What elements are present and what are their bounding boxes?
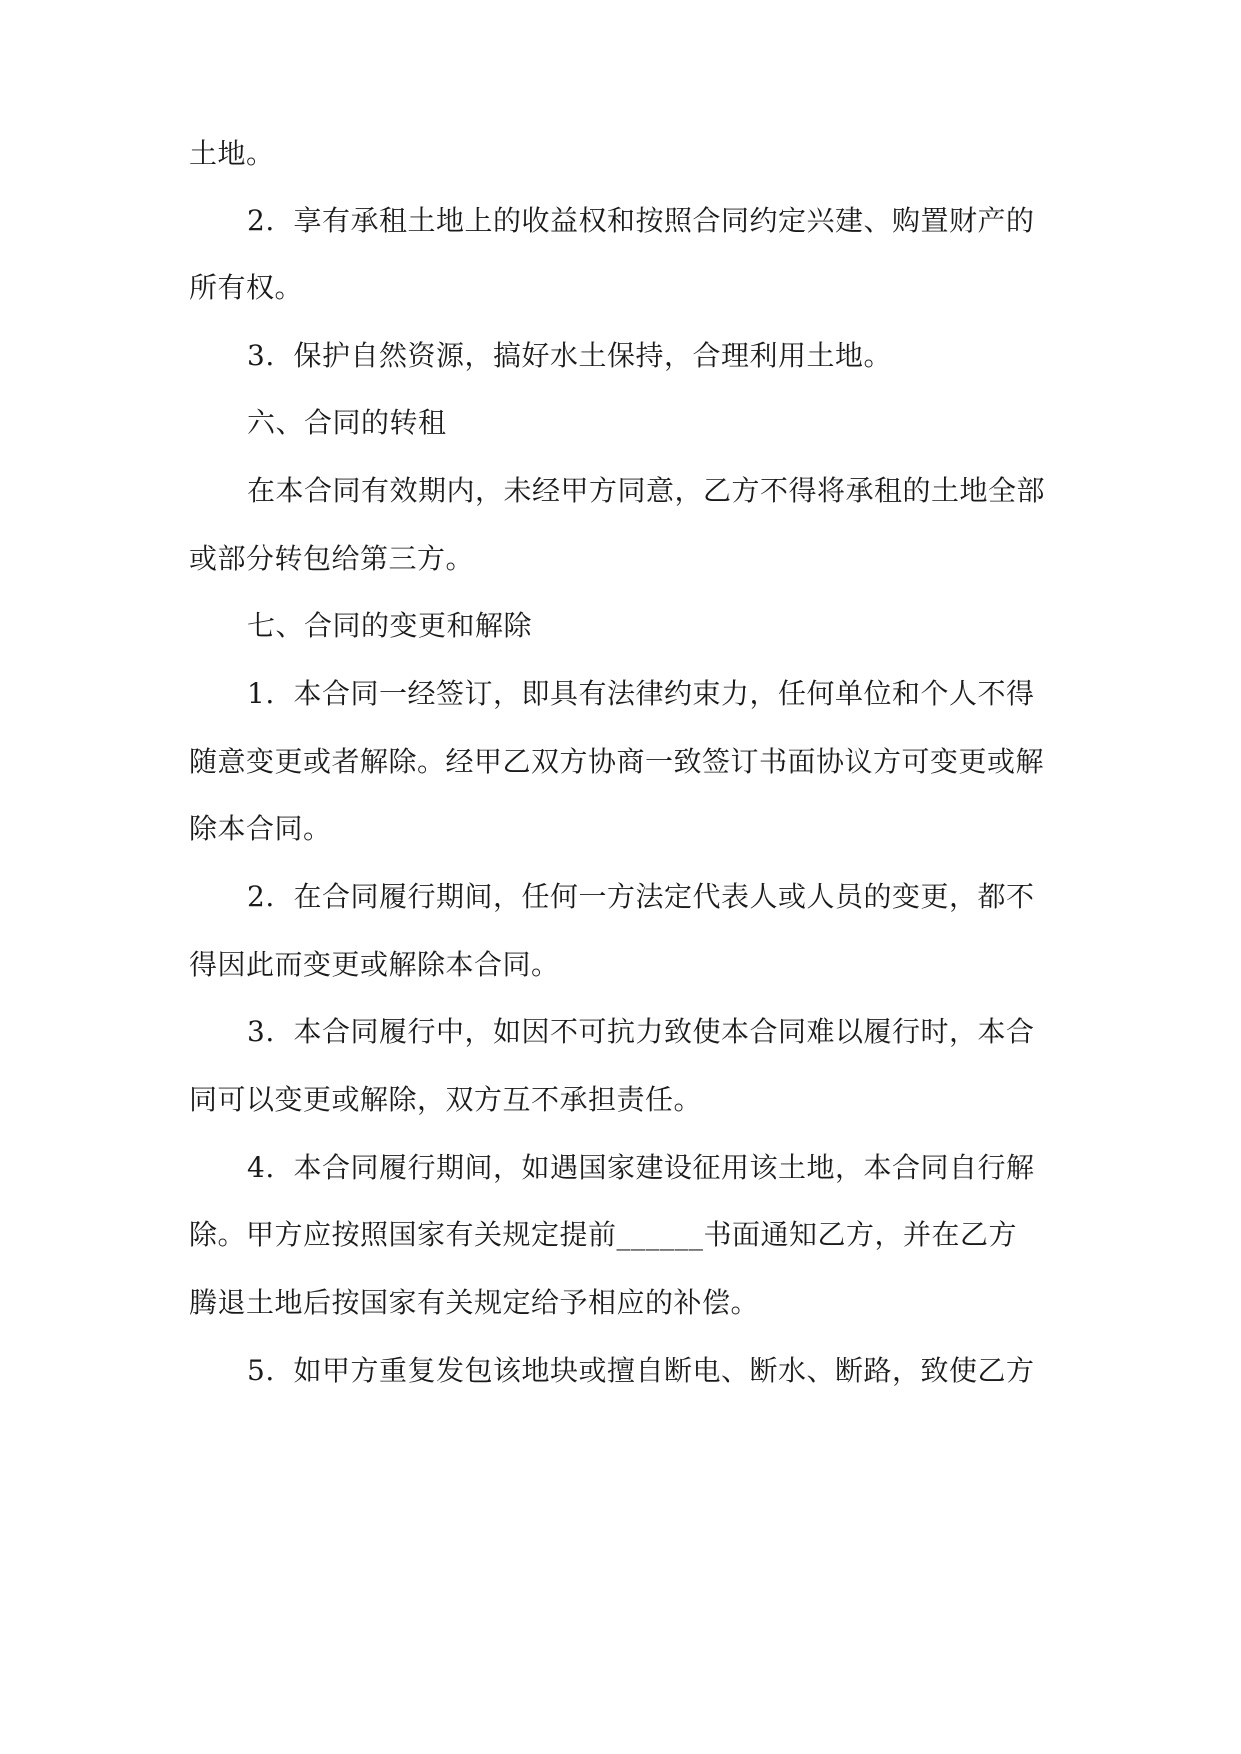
text-line: 土地。: [189, 137, 275, 170]
text-line: 3. 保护自然资源，搞好水土保持，合理利用土地。: [247, 339, 893, 372]
section-heading: 七、合同的变更和解除: [247, 609, 533, 642]
text-line: 2. 享有承租土地上的收益权和按照合同约定兴建、购置财产的: [247, 204, 1035, 237]
text-line: 除。甲方应按照国家有关规定提前______书面通知乙方，并在乙方: [189, 1218, 1018, 1251]
text-line: 同可以变更或解除，双方互不承担责任。: [189, 1083, 703, 1116]
text-line: 或部分转包给第三方。: [189, 542, 475, 575]
text-line: 4. 本合同履行期间，如遇国家建设征用该土地，本合同自行解: [247, 1151, 1035, 1184]
text-line: 腾退土地后按国家有关规定给予相应的补偿。: [189, 1286, 760, 1319]
text-line: 3. 本合同履行中，如因不可抗力致使本合同难以履行时，本合: [247, 1015, 1035, 1048]
text-line: 所有权。: [189, 271, 304, 304]
text-line: 随意变更或者解除。经甲乙双方协商一致签订书面协议方可变更或解: [189, 745, 1045, 778]
text-line: 1. 本合同一经签订，即具有法律约束力，任何单位和个人不得: [247, 677, 1035, 710]
text-line: 在本合同有效期内，未经甲方同意，乙方不得将承租的土地全部: [247, 474, 1046, 507]
text-line: 2. 在合同履行期间，任何一方法定代表人或人员的变更，都不: [247, 880, 1035, 913]
section-heading: 六、合同的转租: [247, 406, 447, 439]
text-line: 除本合同。: [189, 812, 332, 845]
text-line: 5. 如甲方重复发包该地块或擅自断电、断水、断路，致使乙方: [247, 1354, 1035, 1387]
text-line: 得因此而变更或解除本合同。: [189, 948, 560, 981]
